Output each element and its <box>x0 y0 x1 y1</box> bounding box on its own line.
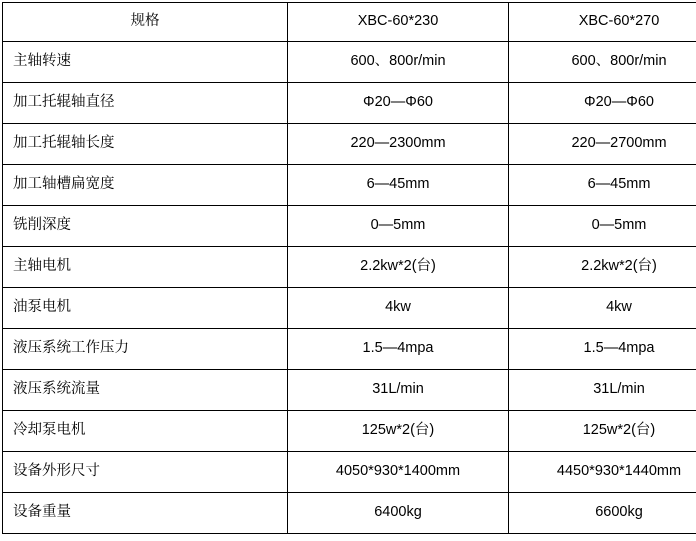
row-label: 液压系统工作压力 <box>3 329 288 370</box>
row-value-model-2: 0—5mm <box>509 206 696 247</box>
row-value-model-2: 6—45mm <box>509 165 696 206</box>
row-value-model-1: 220—2300mm <box>288 124 509 165</box>
table-row <box>3 83 696 124</box>
table-row <box>3 247 696 288</box>
table-row <box>3 165 696 206</box>
table-row <box>3 124 696 165</box>
row-value-model-1: Φ20—Φ60 <box>288 83 509 124</box>
row-value-model-2: 1.5—4mpa <box>509 329 696 370</box>
row-value-model-2: 6600kg <box>509 493 696 534</box>
row-label: 铣削深度 <box>3 206 288 247</box>
table-row <box>3 452 696 493</box>
row-value-model-2: 4450*930*1440mm <box>509 452 696 493</box>
row-value-model-1: 6400kg <box>288 493 509 534</box>
table-row <box>3 42 696 83</box>
column-header-model-1: XBC-60*230 <box>288 3 509 42</box>
row-value-model-1: 125w*2(台) <box>288 411 509 452</box>
row-value-model-1: 4050*930*1400mm <box>288 452 509 493</box>
row-label: 加工轴槽扁宽度 <box>3 165 288 206</box>
specification-table <box>2 2 696 534</box>
table-row <box>3 493 696 534</box>
table-row <box>3 288 696 329</box>
row-value-model-2: 31L/min <box>509 370 696 411</box>
row-label: 液压系统流量 <box>3 370 288 411</box>
row-label: 加工托辊轴长度 <box>3 124 288 165</box>
table-row <box>3 370 696 411</box>
row-value-model-2: 2.2kw*2(台) <box>509 247 696 288</box>
row-label: 加工托辊轴直径 <box>3 83 288 124</box>
row-value-model-2: 125w*2(台) <box>509 411 696 452</box>
row-label: 主轴电机 <box>3 247 288 288</box>
row-value-model-1: 600、800r/min <box>288 42 509 83</box>
row-label: 设备外形尺寸 <box>3 452 288 493</box>
row-label: 主轴转速 <box>3 42 288 83</box>
table-header-row <box>3 3 696 42</box>
table-row <box>3 206 696 247</box>
row-label: 油泵电机 <box>3 288 288 329</box>
table-row <box>3 329 696 370</box>
table-row <box>3 411 696 452</box>
row-value-model-2: Φ20—Φ60 <box>509 83 696 124</box>
row-value-model-2: 4kw <box>509 288 696 329</box>
row-label: 设备重量 <box>3 493 288 534</box>
row-value-model-2: 220—2700mm <box>509 124 696 165</box>
row-value-model-1: 4kw <box>288 288 509 329</box>
row-value-model-1: 6—45mm <box>288 165 509 206</box>
row-value-model-1: 1.5—4mpa <box>288 329 509 370</box>
row-value-model-1: 0—5mm <box>288 206 509 247</box>
column-header-spec: 规格 <box>3 3 288 42</box>
column-header-model-2: XBC-60*270 <box>509 3 696 42</box>
row-value-model-2: 600、800r/min <box>509 42 696 83</box>
row-value-model-1: 2.2kw*2(台) <box>288 247 509 288</box>
row-label: 冷却泵电机 <box>3 411 288 452</box>
row-value-model-1: 31L/min <box>288 370 509 411</box>
